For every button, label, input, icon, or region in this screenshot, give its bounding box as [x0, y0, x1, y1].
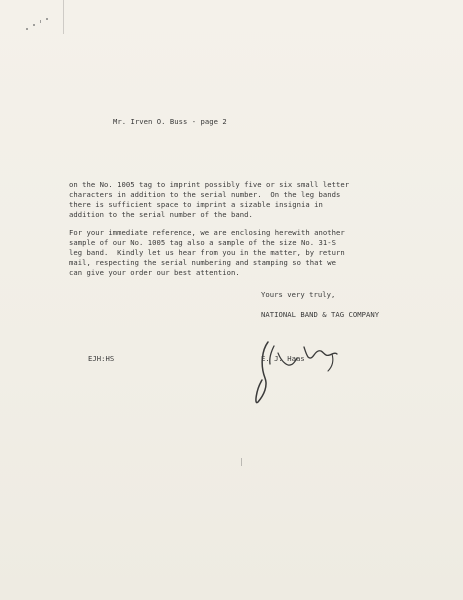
paragraph-2-line: leg band. Kindly let us hear from you in the matter, by return [69, 248, 345, 257]
paper-speck [33, 24, 35, 26]
paragraph-2-line: For your immediate reference, we are enclosing herewith another [69, 228, 345, 237]
paragraph-1-line: on the No. 1005 tag to imprint possibly five or six small letter [69, 180, 350, 189]
paragraph-2-line: sample of our No. 1005 tag also a sample of the size No. 31-S [69, 238, 337, 247]
paper-speck [46, 18, 48, 20]
closing-text: Yours very truly, [261, 290, 336, 299]
company-name: NATIONAL BAND & TAG COMPANY [261, 310, 380, 319]
paper-speck [26, 28, 28, 30]
handwritten-signature [250, 340, 350, 410]
paragraph-2-line: can give your order our best attention. [69, 268, 240, 277]
letter-header: Mr. Irven O. Buss - page 2 [113, 117, 227, 126]
paragraph-1-line: addition to the serial number of the band. [69, 210, 253, 219]
paragraph-1-line: characters in addition to the serial number. On the leg bands [69, 190, 341, 199]
signer-name: E. J. Haas [261, 354, 305, 363]
paragraph-1-line: there is sufficient space to imprint a sizable insignia in [69, 200, 323, 209]
typist-initials: EJH:HS [88, 354, 115, 363]
paragraph-2-line: mail, respecting the serial numbering and stamping so that we [69, 258, 337, 267]
paper-speck [241, 458, 242, 466]
paper-speck [40, 20, 41, 23]
paper-speck [63, 0, 64, 34]
